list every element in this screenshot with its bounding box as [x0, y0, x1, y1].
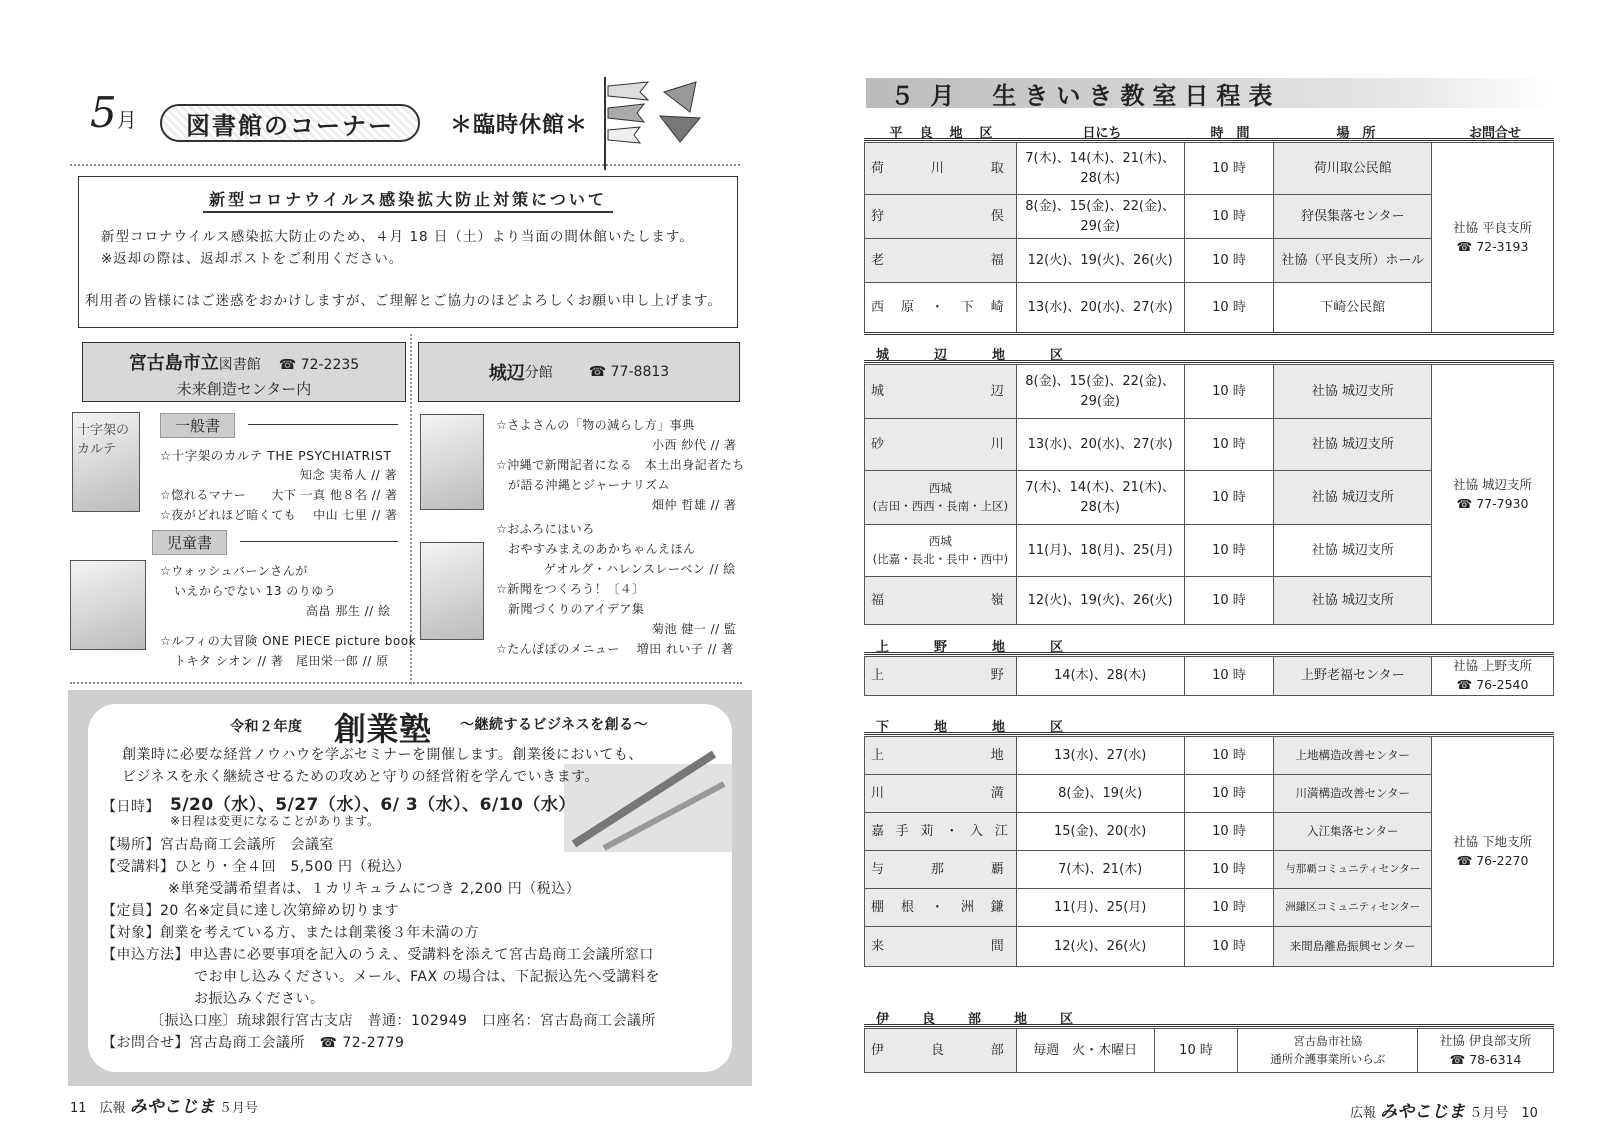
contact-cell — [1418, 1029, 1554, 1073]
seminar-fee-note: ※単発受講希望者は、１カリキュラムにつき 2,200 円（税込） — [168, 881, 581, 897]
main-library-tel: ☎ 72-2235 — [278, 357, 360, 373]
contact-tel: ☎ 77-7930 — [1456, 495, 1529, 511]
date-cell: 12(火)、19(火)、26(火) — [1016, 239, 1184, 283]
book-title: ☆ウォッシュバーンさんが — [160, 564, 308, 578]
date-cell: 8(金)、15(金)、22(金)、29(金) — [1016, 365, 1184, 419]
rule — [864, 652, 1554, 655]
contact-tel: ☎ 72-3193 — [1456, 238, 1529, 254]
seminar-section — [68, 690, 752, 1086]
section-divider — [70, 682, 742, 684]
time-cell: 10 時 — [1184, 525, 1274, 577]
date-cell: 13(水)、27(水) — [1016, 737, 1184, 775]
date-cell: 7(木)、14(木)、21(木)、28(木) — [1016, 471, 1184, 525]
book-title: ☆ルフィの大冒険 ONE PIECE picture book — [160, 634, 417, 648]
time-cell: 10 時 — [1184, 365, 1274, 419]
place-cell: 棚根・洲鎌 — [865, 889, 1017, 927]
footer-right — [1350, 1097, 1538, 1122]
seminar-inquiry: 【お問合せ】宮古島商工会議所 ☎ 72-2779 — [102, 1035, 405, 1051]
book-author: 畑仲 哲雄 // 著 — [652, 498, 737, 512]
venue-cell: 来間島離島振興センター — [1274, 927, 1432, 967]
place-cell: 嘉手苅・入江 — [865, 813, 1017, 851]
date-cell: 11(月)、25(月) — [1016, 889, 1184, 927]
seminar-subtitle: ～継続するビジネスを創る～ — [460, 717, 649, 733]
footer-prefix: 広報 — [1350, 1106, 1377, 1121]
koinobori-illustration — [600, 72, 710, 172]
section-divider — [70, 164, 740, 166]
header-time: 時 間 — [1210, 126, 1250, 141]
time-cell: 10 時 — [1184, 283, 1274, 333]
venue-cell: 社協 城辺支所 — [1274, 419, 1432, 471]
general-books-label: 一般書 — [160, 413, 235, 438]
branch-library-header: 城辺 分館 ☎ 77-8813 — [418, 342, 740, 402]
schedule-title — [890, 76, 1280, 111]
temporary-closure-note: ＊臨時休館＊ — [450, 113, 589, 138]
book-title: ☆十字架のカルテ THE PSYCHIATRIST — [160, 448, 392, 463]
place-cell: 狩俣 — [865, 195, 1017, 239]
time-cell: 10 時 — [1184, 471, 1274, 525]
seminar-fee: 【受講料】ひとり・全４回 5,500 円（税込） — [102, 859, 411, 875]
time-cell: 10 時 — [1184, 577, 1274, 625]
label-rule — [248, 424, 398, 425]
place-cell: 老福 — [865, 239, 1017, 283]
header-date: 日にち — [1082, 126, 1122, 141]
time-cell: 10 時 — [1184, 657, 1274, 696]
venue-line: 通所介護事業所いらぶ — [1270, 1051, 1386, 1066]
place-cell: 川満 — [865, 775, 1017, 813]
book-cover-sayo — [420, 414, 484, 510]
contact-name: 社協 上野支所 — [1453, 658, 1533, 673]
seminar-intro: 創業時に必要な経営ノウハウを学ぶセミナーを開催します。創業後においても、 — [122, 747, 643, 763]
rule — [864, 138, 1554, 141]
venue-cell: 与那覇コミュニティセンター — [1274, 851, 1432, 889]
book-title-cont: 新聞づくりのアイデア集 — [508, 602, 645, 616]
place-cell: 来間 — [865, 927, 1017, 967]
book-cover-washburn — [70, 560, 146, 650]
place-cell: 与那覇 — [865, 851, 1017, 889]
venue-cell: 入江集落センター — [1274, 813, 1432, 851]
contact-tel: ☎ 78-6314 — [1449, 1051, 1522, 1067]
book-cover-dandelion — [420, 542, 484, 640]
region-gusukube-label: 城 辺 地 区 — [876, 348, 1080, 363]
branch-library-tel: ☎ 77-8813 — [588, 364, 670, 380]
venue-cell: 社協 城辺支所 — [1274, 365, 1432, 419]
seminar-year: 令和２年度 — [230, 719, 303, 735]
notice-apology: 利用者の皆様にはご迷惑をおかけしますが、ご理解とご協力のほどよろしくお願い申し上げます。 — [85, 293, 722, 309]
date-cell: 毎週 火・木曜日 — [1016, 1029, 1154, 1073]
brand-logo: みやこじま — [1380, 1102, 1466, 1122]
region-hirara-label: 平 良 地 区 — [889, 126, 995, 141]
contact-name: 社協 伊良部支所 — [1439, 1032, 1532, 1048]
book-title: ☆惚れるマナー 大下 一真 他８名 // 著 — [160, 488, 398, 502]
venue-cell: 洲鎌区コミュニティセンター — [1274, 889, 1432, 927]
book-title-cont: いえからでない 13 のりゆう — [174, 584, 337, 598]
book-title-cont: が語る沖縄とジャーナリズム — [508, 478, 671, 492]
seminar-intro: ビジネスを永く継続させるための攻めと守りの経営術を学んでいきます。 — [122, 769, 599, 785]
footer-issue: ５月号 — [1469, 1106, 1509, 1121]
table-row — [865, 737, 1554, 775]
venue-cell: 上野老福センター — [1274, 657, 1432, 696]
table-row — [865, 365, 1554, 419]
place-cell: 西原・下崎 — [865, 283, 1017, 333]
book-cover-karte: 十字架のカルテ — [72, 412, 140, 512]
contact-name: 社協 下地支所 — [1453, 833, 1533, 849]
table-row — [865, 657, 1554, 696]
rule — [864, 332, 1554, 335]
page-number: 10 — [1521, 1106, 1538, 1121]
time-cell: 10 時 — [1184, 775, 1274, 813]
seminar-dates-note: ※日程は変更になることがあります。 — [170, 814, 380, 828]
contact-cell — [1432, 657, 1554, 696]
library-corner-banner: 図書館のコーナー — [160, 104, 420, 142]
rule — [864, 1024, 1554, 1027]
time-cell: 10 時 — [1184, 737, 1274, 775]
place-cell — [865, 525, 1017, 577]
contact-tel: ☎ 76-2270 — [1456, 852, 1529, 868]
book-title: ☆おふろにはいろ — [496, 522, 595, 536]
venue-cell: 社協 城辺支所 — [1274, 471, 1432, 525]
date-cell: 13(水)、20(水)、27(水) — [1016, 419, 1184, 471]
rule — [864, 732, 1554, 735]
date-cell: 15(金)、20(水) — [1016, 813, 1184, 851]
place-sub: (比嘉・長北・長中・西中) — [872, 551, 1009, 566]
seminar-place: 【場所】宮古島商工会議所 会議室 — [102, 837, 334, 853]
venue-cell — [1238, 1029, 1418, 1073]
date-cell: 8(金)、15(金)、22(金)、29(金) — [1016, 195, 1184, 239]
date-cell: 12(火)、26(火) — [1016, 927, 1184, 967]
book-title: ☆夜がどれほど暗くても 中山 七里 // 著 — [160, 508, 398, 522]
footer-prefix: 広報 — [99, 1101, 126, 1116]
date-cell: 7(木)、21(木) — [1016, 851, 1184, 889]
place-name: 西城 — [928, 481, 952, 496]
title-text: 生きいき教室日程表 — [992, 82, 1281, 110]
contact-cell — [1432, 143, 1554, 333]
notice-text: 新型コロナウイルス感染拡大防止のため、４月 18 日（土）より当面の間休館いたします。 — [101, 229, 694, 245]
seminar-title: 創業塾 — [334, 710, 432, 748]
venue-cell: 川満構造改善センター — [1274, 775, 1432, 813]
covid-notice-box — [78, 176, 738, 328]
book-author: トキタ シオン // 著 尾田栄一郎 // 原 — [174, 654, 389, 668]
main-library-header: 宮古島市立図書館 ☎ 72-2235 未来創造センター内 — [82, 342, 406, 402]
time-cell: 10 時 — [1184, 889, 1274, 927]
date-cell: 14(木)、28(木) — [1016, 657, 1184, 696]
table-row — [865, 143, 1554, 195]
time-cell: 10 時 — [1184, 143, 1274, 195]
time-cell: 10 時 — [1184, 851, 1274, 889]
notice-title: 新型コロナウイルス感染拡大防止対策について — [79, 187, 737, 210]
shimoji-table — [864, 736, 1554, 967]
seminar-capacity: 【定員】20 名※定員に達し次第締め切ります — [102, 903, 399, 919]
contact-tel: ☎ 76-2540 — [1456, 676, 1529, 692]
venue-cell: 下崎公民館 — [1274, 283, 1432, 333]
venue-cell: 社協 城辺支所 — [1274, 577, 1432, 625]
page-number: 11 — [70, 1101, 87, 1116]
seminar-apply: でお申し込みください。メール、FAX の場合は、下記振込先へ受講料を — [194, 969, 660, 985]
label-rule — [240, 541, 398, 542]
contact-name: 社協 平良支所 — [1453, 219, 1533, 235]
seminar-bank: 〔振込口座〕琉球銀行宮古支店 普通：102949 口座名：宮古島商工会議所 — [150, 1013, 656, 1029]
header-place: 場 所 — [1336, 126, 1376, 141]
brand-logo: みやこじま — [129, 1097, 215, 1117]
footer-issue: ５月号 — [218, 1101, 258, 1116]
venue-line: 宮古島市社協 — [1293, 1034, 1363, 1049]
place-sub: (吉田・西西・長南・上区) — [872, 498, 1009, 513]
place-cell: 上地 — [865, 737, 1017, 775]
irabu-table — [864, 1028, 1554, 1073]
date-cell: 11(月)、18(月)、25(月) — [1016, 525, 1184, 577]
branch-library-name: 城辺 — [488, 363, 525, 384]
date-cell: 13(水)、20(水)、27(水) — [1016, 283, 1184, 333]
region-irabu-label: 伊 良 部 地 区 — [876, 1012, 1084, 1027]
notice-return-note: ※返却の際は、返却ポストをご利用ください。 — [101, 251, 404, 267]
gusukube-table — [864, 364, 1554, 625]
header-contact: お問合せ — [1468, 126, 1521, 141]
book-title-cont: おやすみまえのあかちゃんえほん — [508, 542, 696, 556]
hirara-table — [864, 142, 1554, 333]
place-cell: 上野 — [865, 657, 1017, 696]
region-shimoji-label: 下 地 地 区 — [876, 720, 1080, 735]
seminar-target: 【対象】創業を考えている方、または創業後３年未満の方 — [102, 925, 479, 941]
book-title: ☆さよさんの「物の減らし方」事典 — [496, 418, 695, 432]
ueno-table — [864, 656, 1554, 696]
place-cell — [865, 471, 1017, 525]
main-library-location: 未来創造センター内 — [176, 380, 312, 398]
seminar-apply: お振込みください。 — [194, 991, 325, 1007]
seminar-dates: 5/20（水）、5/27（水）、6/ 3（水）、6/10（水） — [170, 795, 576, 815]
book-author: 小西 紗代 // 著 — [652, 438, 737, 452]
book-author: 高畠 那生 // 絵 — [306, 604, 391, 618]
place-cell: 砂川 — [865, 419, 1017, 471]
time-cell: 10 時 — [1154, 1029, 1238, 1073]
time-cell: 10 時 — [1184, 813, 1274, 851]
book-title: ☆たんぽぽのメニュー 増田 れい子 // 著 — [496, 642, 734, 656]
venue-cell: 荷川取公民館 — [1274, 143, 1432, 195]
venue-cell: 社協（平良支所）ホール — [1274, 239, 1432, 283]
time-cell: 10 時 — [1184, 927, 1274, 967]
book-author: ゲオルグ・ハレンスレーベン // 絵 — [544, 562, 736, 576]
seminar-apply: 【申込方法】申込書に必要事項を記入のうえ、受講料を添えて宮古島商工会議所窓口 — [102, 947, 654, 963]
book-title: ☆新聞をつくろう！〔４〕 — [496, 582, 645, 596]
place-cell: 伊良部 — [865, 1029, 1017, 1073]
book-author: 菊池 健一 // 監 — [652, 622, 737, 636]
place-cell: 荷川取 — [865, 143, 1017, 195]
library-month: 5月 — [90, 88, 137, 137]
venue-cell: 狩俣集落センター — [1274, 195, 1432, 239]
seminar-card — [88, 704, 732, 1072]
place-cell: 城辺 — [865, 365, 1017, 419]
title-month: ５ 月 — [890, 82, 959, 110]
contact-name: 社協 城辺支所 — [1453, 476, 1533, 492]
region-ueno-label: 上 野 地 区 — [876, 640, 1080, 655]
date-cell: 12(火)、19(火)、26(火) — [1016, 577, 1184, 625]
time-cell: 10 時 — [1184, 195, 1274, 239]
book-title: ☆沖縄で新聞記者になる 本土出身記者たち — [496, 458, 745, 472]
time-cell: 10 時 — [1184, 239, 1274, 283]
main-library-name: 宮古島市立 — [128, 353, 219, 374]
contact-cell — [1432, 365, 1554, 625]
venue-cell: 社協 城辺支所 — [1274, 525, 1432, 577]
book-author: 知念 実希人 // 著 — [300, 468, 398, 482]
children-books-label: 児童書 — [152, 530, 227, 555]
time-cell: 10 時 — [1184, 419, 1274, 471]
table-row — [865, 1029, 1554, 1073]
date-cell: 7(木)、14(木)、21(木)、28(木) — [1016, 143, 1184, 195]
venue-cell: 上地構造改善センター — [1274, 737, 1432, 775]
rule — [864, 360, 1554, 363]
seminar-dates-label: 【日時】 — [102, 799, 160, 815]
footer-left — [70, 1092, 258, 1117]
place-cell: 福嶺 — [865, 577, 1017, 625]
place-name: 西城 — [928, 534, 952, 549]
contact-cell — [1432, 737, 1554, 967]
date-cell: 8(金)、19(火) — [1016, 775, 1184, 813]
